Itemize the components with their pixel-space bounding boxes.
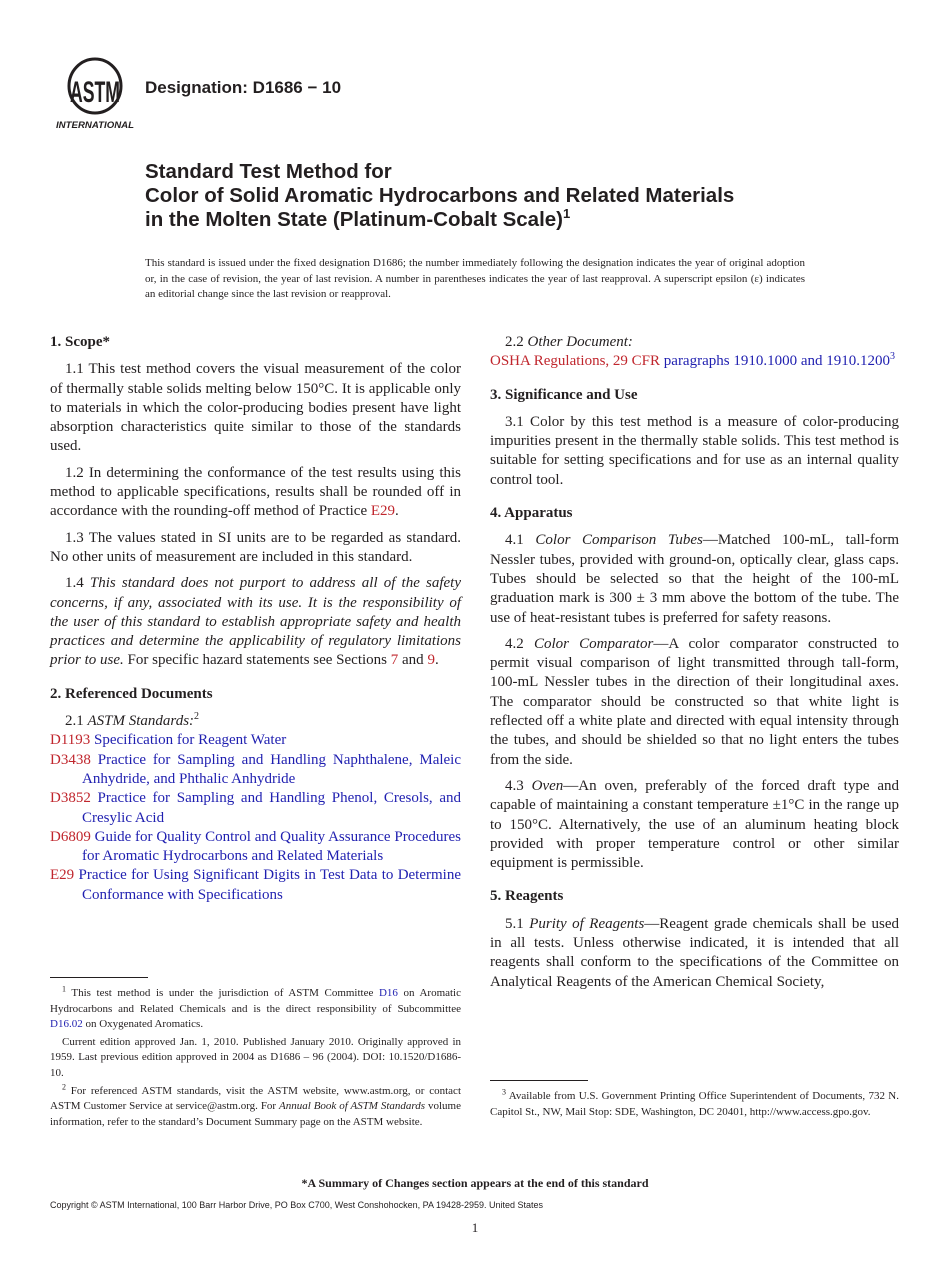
text: . [434,652,439,669]
paragraph: 3.1 Color by this test method is a measure of color-producing impurities present in the thermally stable solids. This test method is suitable for setting specifications and for use as an internal quality control tool. [490,413,899,488]
title-text: in the Molten State (Platinum-Cobalt Scale) [145,208,564,231]
paragraph [490,777,899,873]
link-d16-02[interactable]: D16.02 [50,1018,83,1031]
reference-title[interactable]: paragraphs 1910.1000 and 1910.1200 [663,353,890,370]
footnote-ref[interactable]: 1 [563,206,571,222]
link-section-9[interactable]: 9 [427,652,435,669]
title-line: Color of Solid Aromatic Hydrocarbons and Related Materials [145,184,735,207]
edition-note: Current edition approved Jan. 1, 2010. Published January 2010. Originally approved in 1959. Last previous edition approved in 2004 as D1686 – 96 (2004). DOI: 10.1520/D1686-10. [50,1035,461,1079]
text: on Aromatic Hydrocarbons and Related Chemicals and is the direct responsibility of Subcommittee [50,987,462,1015]
text: on Oxygenated Aromatics. [82,1018,204,1031]
term: Color Comparator [533,635,654,652]
text: 1.2 In determining the conformance of the test results using this method to applicable specifications, results shall be rounded off in accordance with the rounding-off method of Practice [50,464,461,520]
reference-item[interactable] [50,731,461,750]
term: Purity of Reagents [529,915,645,932]
section-heading: 1. Scope* [50,334,110,350]
section-heading: 5. Reagents [490,888,564,905]
subheading [50,712,461,731]
page-number: 1 [471,1220,479,1235]
reference-code[interactable]: D6809 [50,828,91,845]
reference-code[interactable]: OSHA Regulations, 29 CFR [490,353,661,370]
section-heading: 3. Significance and Use [490,386,638,403]
text: Available from U.S. Government Printing Office Superintendent of Documents, 732 N. Capitol St., NW, Mail Stop: SDE, Washington, DC 20401, http://www.access.gpo.gov. [490,1090,899,1118]
reference-title[interactable]: Practice for Sampling and Handling Phenol, Cresols, and Cresylic Acid [82,790,462,826]
title-line: Standard Test Method for [145,160,392,183]
title-line [145,208,845,232]
text: 1.4 [65,575,90,592]
paragraph [490,531,899,627]
paragraph: 1.3 The values stated in SI units are to be regarded as standard. No other units of measurement are included in this standard. [50,529,461,565]
footnote-2 [50,1081,461,1131]
designation: Designation: D1686 − 10 [145,78,342,97]
text: 2.2 [505,334,528,350]
text: —Reagent grade chemicals shall be used in all tests. Unless otherwise indicated, it is intended that all reagents shall conform to the specifications of the Committee on Analytical Reagents of the American Chemical Society, [490,915,899,990]
text: For specific hazard statements see Sections [123,652,391,669]
text: and [398,652,428,669]
section-heading: 2. Referenced Documents [50,685,213,702]
document-title [145,160,845,232]
footnote-3 [490,1089,899,1120]
footnotes-left [50,986,461,1132]
copyright: Copyright © ASTM International, 100 Barr Harbor Drive, PO Box C700, West Conshohocken, PA 19428-2959. United States [50,1200,544,1210]
text: 2 [62,1081,66,1091]
text: —A color comparator constructed to permit visual comparison of light transmitted through tall-form, 100-mL Nessler tubes in the direction of their longitudinal axes. The comparator should be constructed so that white light is reflected off a white plate and directed with equal intensity through the tubes, and should be shielded so that no light enters the tubes from the side. [490,635,899,768]
safety-caveat: This standard does not purport to address all of the safety concerns, if any, associated with its use. It is the responsibility of the user of this standard to establish appropriate safety and health practices and determine the applicability of regulatory limitations prior to use. [50,575,462,669]
astm-logo [55,58,135,130]
text: —An oven, preferably of the forced draft type and capable of maintaining a constant temperature ±1°C in the range up to 150°C. Alternatively, the use of an aluminum heating block provided with proper temperature control or other similar equipment is permissible. [490,777,900,872]
reference-item[interactable] [50,866,461,905]
footnote-1 [50,986,461,1033]
text: Annual Book of ASTM Standards [279,1100,426,1113]
footnote-divider [50,977,148,978]
reference-title[interactable]: Specification for Reagent Water [94,732,287,749]
text: For referenced ASTM standards, visit the ASTM website, www.astm.org, or contact ASTM Customer Service at service@astm.org. For [50,1084,461,1113]
reference-item[interactable] [50,789,461,828]
text: . [395,503,399,520]
reference-title[interactable]: Practice for Sampling and Handling Naphthalene, Maleic Anhydride, and Phthalic Anhydride [82,751,461,787]
footnotes-right [490,1089,899,1122]
reference-title[interactable]: Practice for Using Significant Digits in Test Data to Determine Conformance with Specifications [78,867,461,903]
link-e29[interactable]: E29 [370,503,396,520]
svg-text:INTERNATIONAL: INTERNATIONAL [56,120,134,130]
reference-item[interactable] [50,828,461,867]
link-section-7[interactable]: 7 [390,652,399,669]
text: This test method is under the jurisdiction of ASTM Committee [66,987,379,999]
link-d16[interactable]: D16 [378,987,398,999]
footnote-divider [490,1080,588,1081]
reference-code[interactable]: D3438 [50,751,91,768]
text: volume information, refer to the standard’s Document Summary page on the ASTM website. [50,1100,461,1128]
text: Other Document: [527,334,633,350]
text: 5.1 [505,915,530,932]
right-column [490,333,899,999]
footnote-ref[interactable]: 2 [194,711,200,723]
paragraph [490,915,899,992]
paragraph [50,464,461,522]
reference-title[interactable]: Guide for Quality Control and Quality Assurance Procedures for Aromatic Hydrocarbons and Related Materials [82,828,461,865]
paragraph: 1.1 This test method covers the visual measurement of the color of thermally stable solids melting below 150°C. It is applicable only to materials in which the color-producing bodies present have light absorption characteristics quite similar to those of the standards used. [50,361,461,455]
text: 2.1 [65,713,88,730]
text: 4.3 [505,777,532,794]
text: ASTM Standards: [87,713,195,730]
text: 4.2 [505,635,534,652]
footnote-ref[interactable]: 3 [890,351,895,363]
reference-code[interactable]: D3852 [50,790,91,807]
text: —Matched 100-mL, tall-form Nessler tubes, provided with ground-on, optically clear, glass caps. Tubes should be selected so that the height of the 100-mL graduation mark is 300 ± 3 mm above the bottom of the tube. The use of heat-resistant tubes is preferred for safety reasons. [490,532,899,626]
summary-of-changes-note: *A Summary of Changes section appears at the end of this standard [301,1176,649,1190]
section-heading: 4. Apparatus [490,505,573,522]
reference-item[interactable] [490,352,899,371]
text: 4.1 [505,532,536,549]
term: Color Comparison Tubes [535,532,703,549]
text: 3 [502,1087,506,1097]
paragraph [490,635,899,770]
svg-text:ASTM: ASTM [70,76,120,109]
paragraph [50,574,461,670]
term: Oven [531,777,564,794]
text: 1 [62,984,66,994]
reference-code[interactable]: D1193 [50,732,91,749]
standard-notice: This standard is issued under the fixed designation D1686; the number immediately following the designation indicates the year of original adoption or, in the case of revision, the year of last revision. A number in parentheses indicates the year of last reapproval. A superscript epsilon (ε) indicates an editorial change since the last revision or reapproval. [145,257,805,300]
reference-code[interactable]: E29 [50,867,75,884]
left-column [50,333,461,905]
reference-item[interactable] [50,751,461,790]
subheading [490,333,899,352]
